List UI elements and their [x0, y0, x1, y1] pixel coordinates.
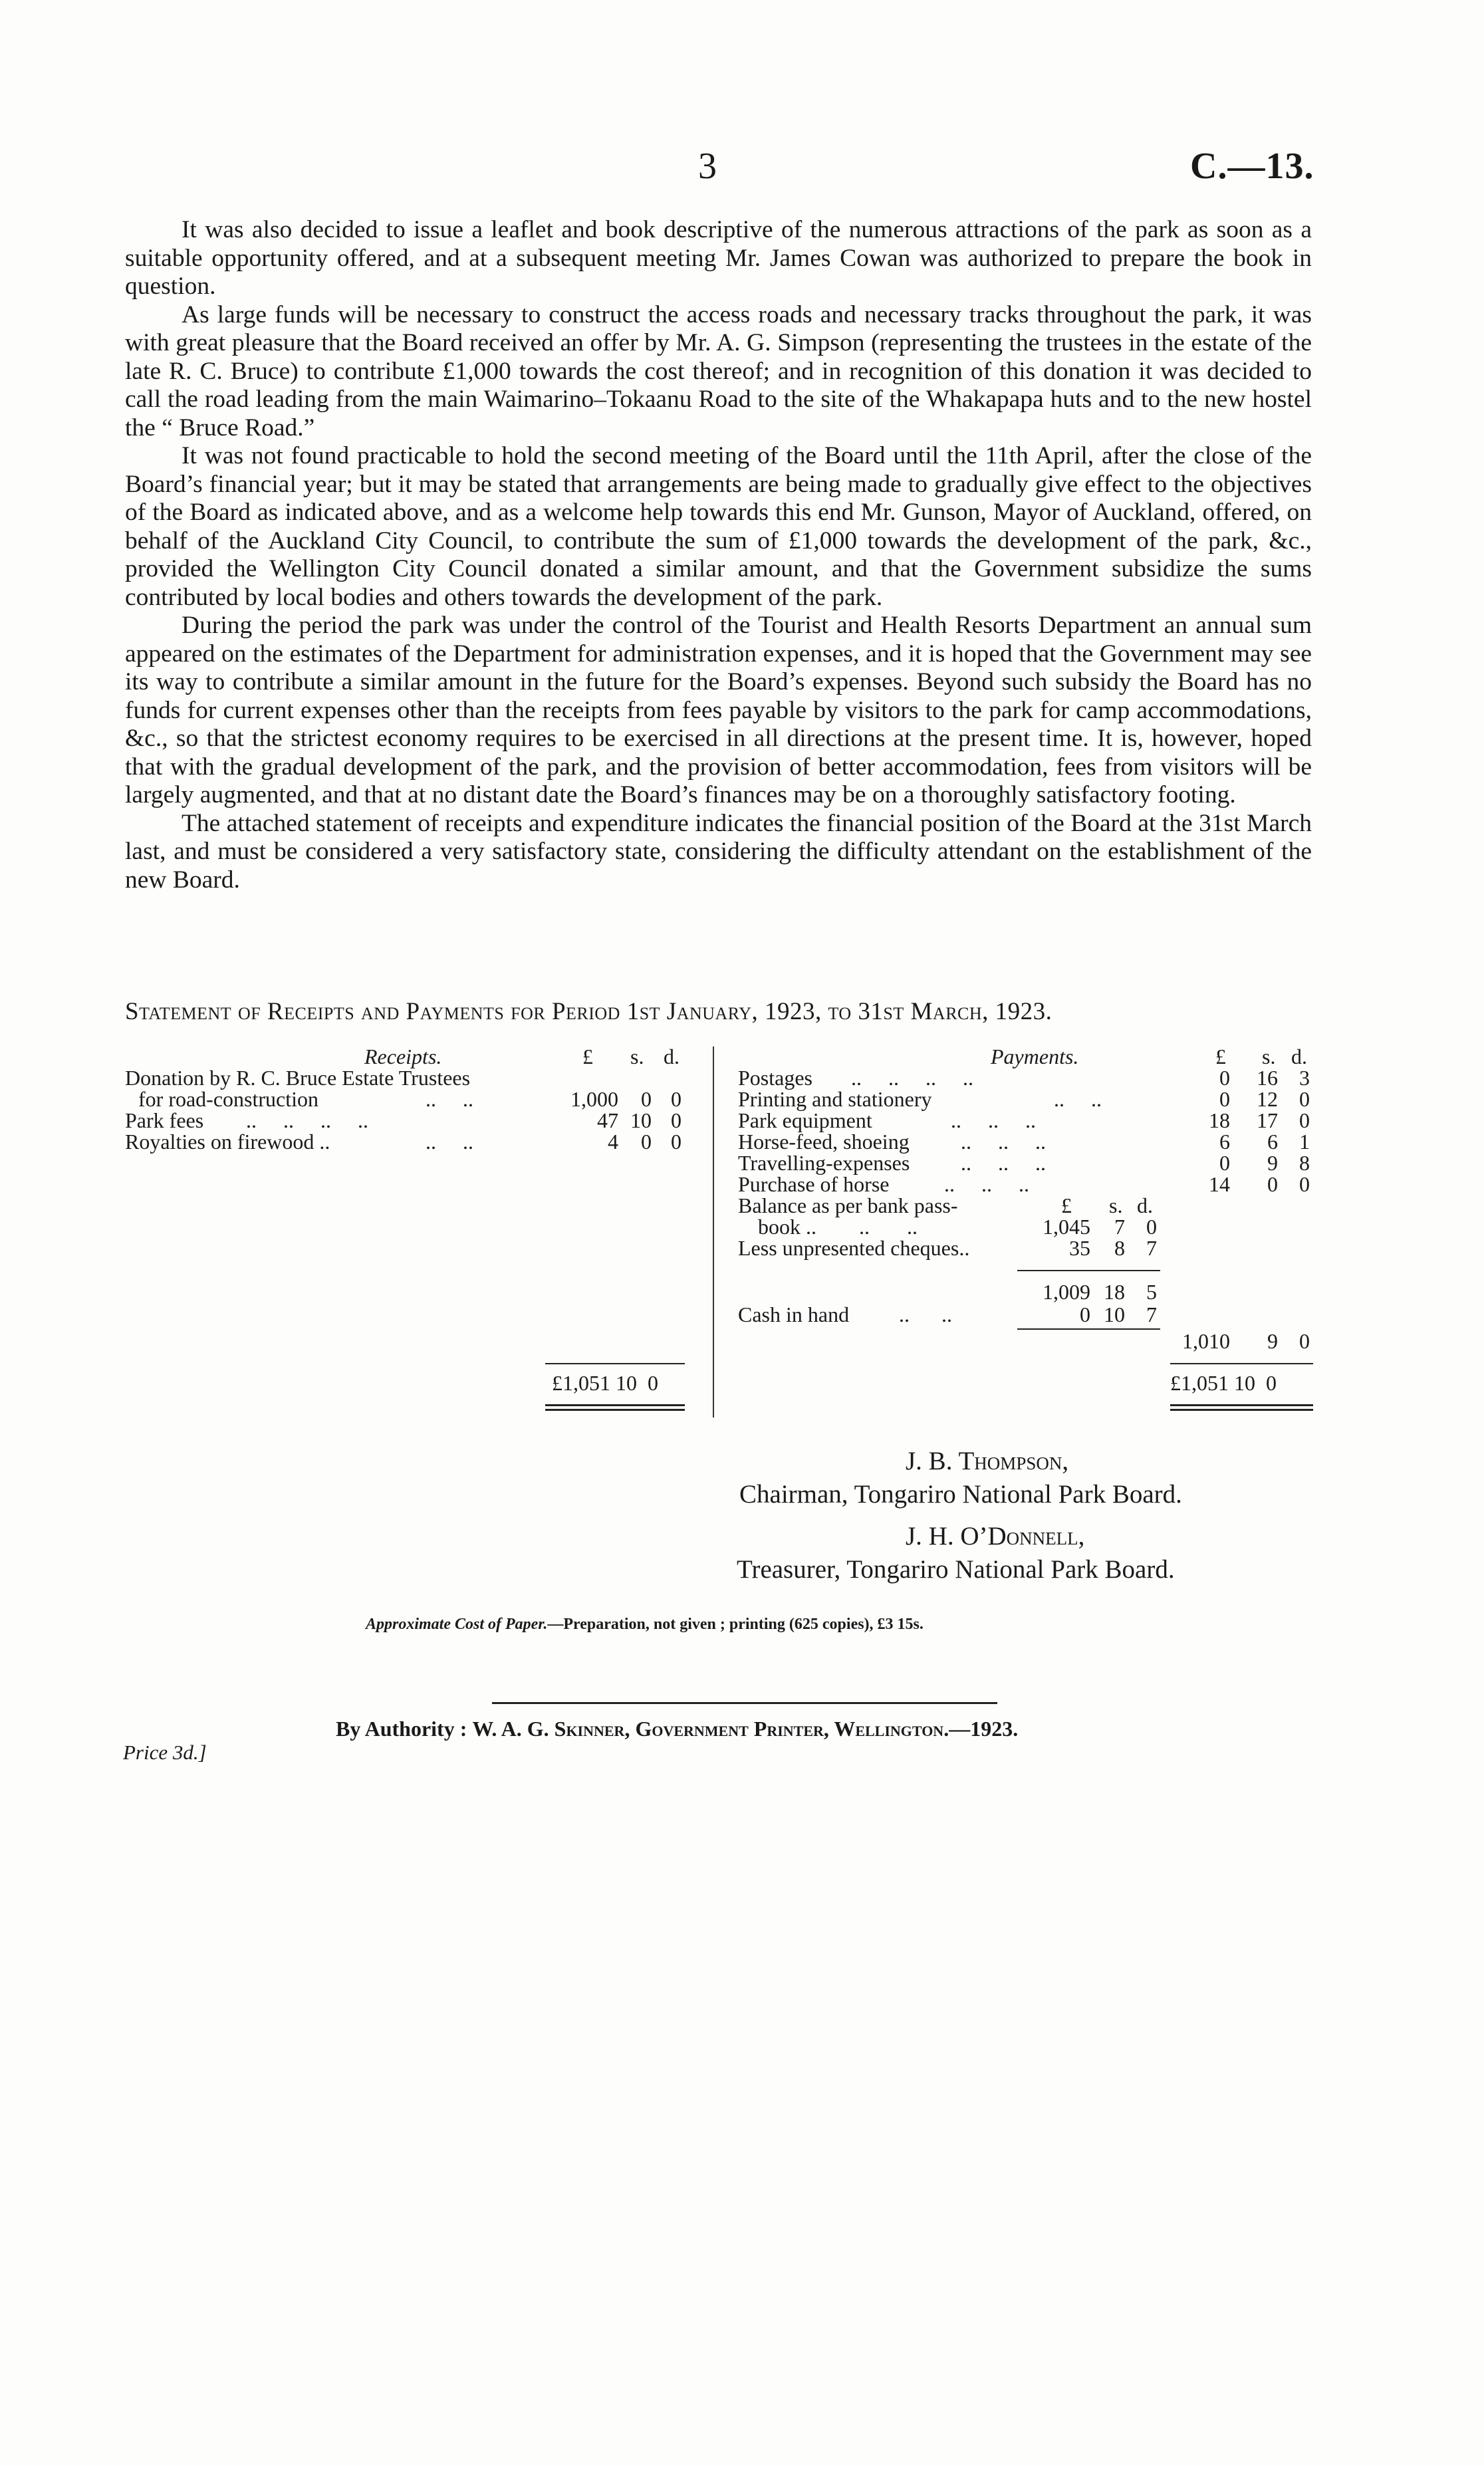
- balance-total-pounds: 1,010: [1182, 1329, 1230, 1353]
- payment-row-leader: .. .. ..: [961, 1130, 1046, 1154]
- payment-row-pence: 3: [1299, 1066, 1310, 1090]
- paragraph: It was also decided to issue a leaflet and book descriptive of the numerous attractions of the park as soon as a suitable opportunity offered, and at a subsequent meeting Mr. James Cowan was authorized to prepare the book in question.: [125, 216, 1312, 300]
- payments-col-shillings: s.: [1262, 1045, 1276, 1068]
- paragraph: It was not found practicable to hold the second meeting of the Board until the 11th April, after the close of the Board’s financial year; but it may be stated that arrangements are being made to gradually give effect to the objectives of the Board as indicated above, and as a welcome help towards this end Mr. Gunson, Mayor of Auckland, offered, on behalf of the Auckland City Council, to contribute the sum of £1,000 towards the development of the park, &c., provided the Wellington City Council donated a similar amount, and that the Government subsidize the sums contributed by local bodies and others towards the development of the park.: [125, 442, 1312, 611]
- payment-row-pounds: 0: [1219, 1151, 1230, 1175]
- receipts-col-pence: d.: [664, 1045, 680, 1068]
- balance-label: Balance as per bank pass-: [738, 1193, 958, 1217]
- subtotal-pence: 5: [1146, 1280, 1157, 1304]
- subtotal-shillings: 18: [1104, 1280, 1125, 1304]
- payments-total: £1,051 10 0: [1170, 1371, 1277, 1395]
- balance-col-pence: d.: [1137, 1193, 1153, 1217]
- subtotal-pounds: 1,009: [1043, 1280, 1090, 1304]
- receipt-row-label: Park fees: [125, 1108, 204, 1132]
- payment-row-label: Postages: [738, 1066, 812, 1090]
- cost-of-paper-label: Approximate Cost of Paper.: [366, 1616, 548, 1633]
- bank-passbook-shillings: 7: [1114, 1215, 1125, 1239]
- payment-row-label: Horse-feed, shoeing: [738, 1130, 910, 1154]
- payment-row-shillings: 0: [1267, 1172, 1278, 1196]
- payment-row-leader: .. .. ..: [961, 1151, 1046, 1175]
- payment-row-pence: 0: [1299, 1108, 1310, 1132]
- receipt-row-shillings: 0: [641, 1130, 652, 1154]
- receipt-row-leader: .. ..: [426, 1130, 473, 1154]
- authority-label: By Authority :: [336, 1717, 467, 1741]
- page-number: 3: [698, 146, 717, 187]
- cash-in-hand-pence: 7: [1146, 1302, 1157, 1326]
- receipt-row-pounds: 47: [597, 1108, 618, 1132]
- cash-rule: [1017, 1328, 1160, 1330]
- document-code: C.—13.: [1190, 146, 1314, 187]
- receipt-row-pence: 0: [671, 1130, 681, 1154]
- payments-col-pounds: £: [1215, 1045, 1226, 1068]
- payment-row-shillings: 9: [1267, 1151, 1278, 1175]
- receipt-row-pounds: 4: [608, 1130, 618, 1154]
- balance-total-shillings: 9: [1267, 1329, 1278, 1353]
- cash-in-hand-leader: .. ..: [899, 1302, 952, 1326]
- receipt-row-pence: 0: [671, 1087, 681, 1111]
- signatory-name: J. B. Thompson,: [906, 1447, 1069, 1475]
- cash-in-hand-shillings: 10: [1104, 1302, 1125, 1326]
- payment-row-leader: .. .. ..: [951, 1108, 1036, 1132]
- payment-row-leader: .. .. .. ..: [851, 1066, 973, 1090]
- receipt-row-label: Donation by R. C. Bruce Estate Trustees: [125, 1066, 471, 1090]
- payment-row-shillings: 12: [1257, 1087, 1278, 1111]
- receipt-row-label: for road-construction: [138, 1087, 319, 1111]
- bank-passbook-pence: 0: [1146, 1215, 1157, 1239]
- payment-row-leader: .. ..: [1054, 1087, 1102, 1111]
- bank-passbook-pounds: 1,045: [1043, 1215, 1090, 1239]
- balance-col-shillings: s.: [1109, 1193, 1123, 1217]
- payments-double-rule: [1170, 1404, 1313, 1406]
- balance-total-pence: 0: [1299, 1329, 1310, 1353]
- payment-row-label: Travelling-expenses: [738, 1151, 910, 1175]
- payment-row-pounds: 0: [1219, 1087, 1230, 1111]
- payments-double-rule: [1170, 1409, 1313, 1411]
- payment-row-label: Printing and stationery: [738, 1087, 932, 1111]
- statement-title: Statement of Receipts and Payments for Period 1st January, 1923, to 31st March, 1923.: [125, 998, 1052, 1025]
- payment-row-pence: 0: [1299, 1172, 1310, 1196]
- payment-row-label: Purchase of horse: [738, 1172, 890, 1196]
- less-unpresented-label: Less unpresented cheques..: [738, 1236, 970, 1260]
- payments-heading: Payments.: [991, 1045, 1079, 1068]
- receipt-row-pence: 0: [671, 1108, 681, 1132]
- paragraph: As large funds will be necessary to construct the access roads and necessary tracks throughout the park, it was with great pleasure that the Board received an offer by Mr. A. G. Simpson (representing the trustees in the estate of the late R. C. Bruce) to contribute £1,000 towards the cost thereof; and in recognition of this donation it was decided to call the road leading from the main Waimarino–Tokaanu Road to the site of the Whakapapa huts and to the new hostel the “ Bruce Road.”: [125, 301, 1312, 441]
- payments-col-pence: d.: [1291, 1045, 1307, 1068]
- payment-row-shillings: 17: [1257, 1108, 1278, 1132]
- authority-text: W. A. G. Skinner, Government Printer, Wellington.—1923.: [472, 1717, 1019, 1741]
- balance-col-pounds: £: [1061, 1193, 1072, 1217]
- payment-row-pounds: 18: [1209, 1108, 1230, 1132]
- cash-in-hand-label: Cash in hand: [738, 1302, 850, 1326]
- cost-of-paper: [366, 1616, 924, 1634]
- payment-row-pence: 0: [1299, 1087, 1310, 1111]
- paragraph: During the period the park was under the control of the Tourist and Health Resorts Department an annual sum appeared on the estimates of the Department for administration expenses, and it is hoped that the Government may see its way to contribute a similar amount in the future for the Board’s expenses. Beyond such subsidy the Board has no funds for current expenses other than the receipts from fees payable by visitors to the park for camp accommodations, &c., so that the strictest economy requires to be exercised in all directions at the present time. It is, however, hoped that with the gradual development of the park, and the provision of better accommodation, fees from visitors will be largely augmented, and that at no distant date the Board’s finances may be on a thoroughly satisfactory footing.: [125, 612, 1312, 808]
- receipts-col-shillings: s.: [630, 1045, 644, 1068]
- less-unpresented-pounds: 35: [1069, 1236, 1090, 1260]
- payment-row-pence: 1: [1299, 1130, 1310, 1154]
- payment-row-pounds: 14: [1209, 1172, 1230, 1196]
- payment-row-label: Park equipment: [738, 1108, 872, 1132]
- payment-row-leader: .. .. ..: [944, 1172, 1029, 1196]
- receipt-row-label: Royalties on firewood ..: [125, 1130, 330, 1154]
- price: Price 3d.]: [123, 1741, 207, 1764]
- receipts-total: £1,051 10 0: [552, 1371, 658, 1395]
- printer-authority: [336, 1717, 1018, 1741]
- payment-row-pounds: 0: [1219, 1066, 1230, 1090]
- subtotal-rule: [1017, 1270, 1160, 1271]
- balance-label-cont: book .. .. ..: [758, 1215, 918, 1239]
- payment-row-pounds: 6: [1219, 1130, 1230, 1154]
- signatory-name: J. H. O’Donnell,: [906, 1522, 1085, 1550]
- signatory-title: Treasurer, Tongariro National Park Board.: [737, 1555, 1175, 1584]
- paragraph: The attached statement of receipts and expenditure indicates the financial position of the Board at the 31st March last, and must be considered a very satisfactory state, considering the difficulty attendant on the establishment of the new Board.: [125, 809, 1312, 894]
- cash-in-hand-pounds: 0: [1080, 1302, 1090, 1326]
- receipts-col-pounds: £: [582, 1045, 593, 1068]
- receipt-row-leader: .. ..: [426, 1087, 473, 1111]
- receipt-row-shillings: 10: [630, 1108, 652, 1132]
- less-unpresented-pence: 7: [1146, 1236, 1157, 1260]
- receipt-row-pounds: 1,000: [570, 1087, 618, 1111]
- payment-row-shillings: 16: [1257, 1066, 1278, 1090]
- footer-rule: [492, 1702, 997, 1704]
- signatory-title: Chairman, Tongariro National Park Board.: [739, 1480, 1182, 1509]
- less-unpresented-shillings: 8: [1114, 1236, 1125, 1260]
- payment-row-pence: 8: [1299, 1151, 1310, 1175]
- cost-of-paper-text: —Preparation, not given ; printing (625 copies), £3 15s.: [547, 1616, 924, 1633]
- payment-row-shillings: 6: [1267, 1130, 1278, 1154]
- payments-total-rule: [1170, 1363, 1313, 1364]
- receipt-row-leader: .. .. .. ..: [246, 1108, 368, 1132]
- receipts-heading: Receipts.: [364, 1045, 442, 1068]
- receipt-row-shillings: 0: [641, 1087, 652, 1111]
